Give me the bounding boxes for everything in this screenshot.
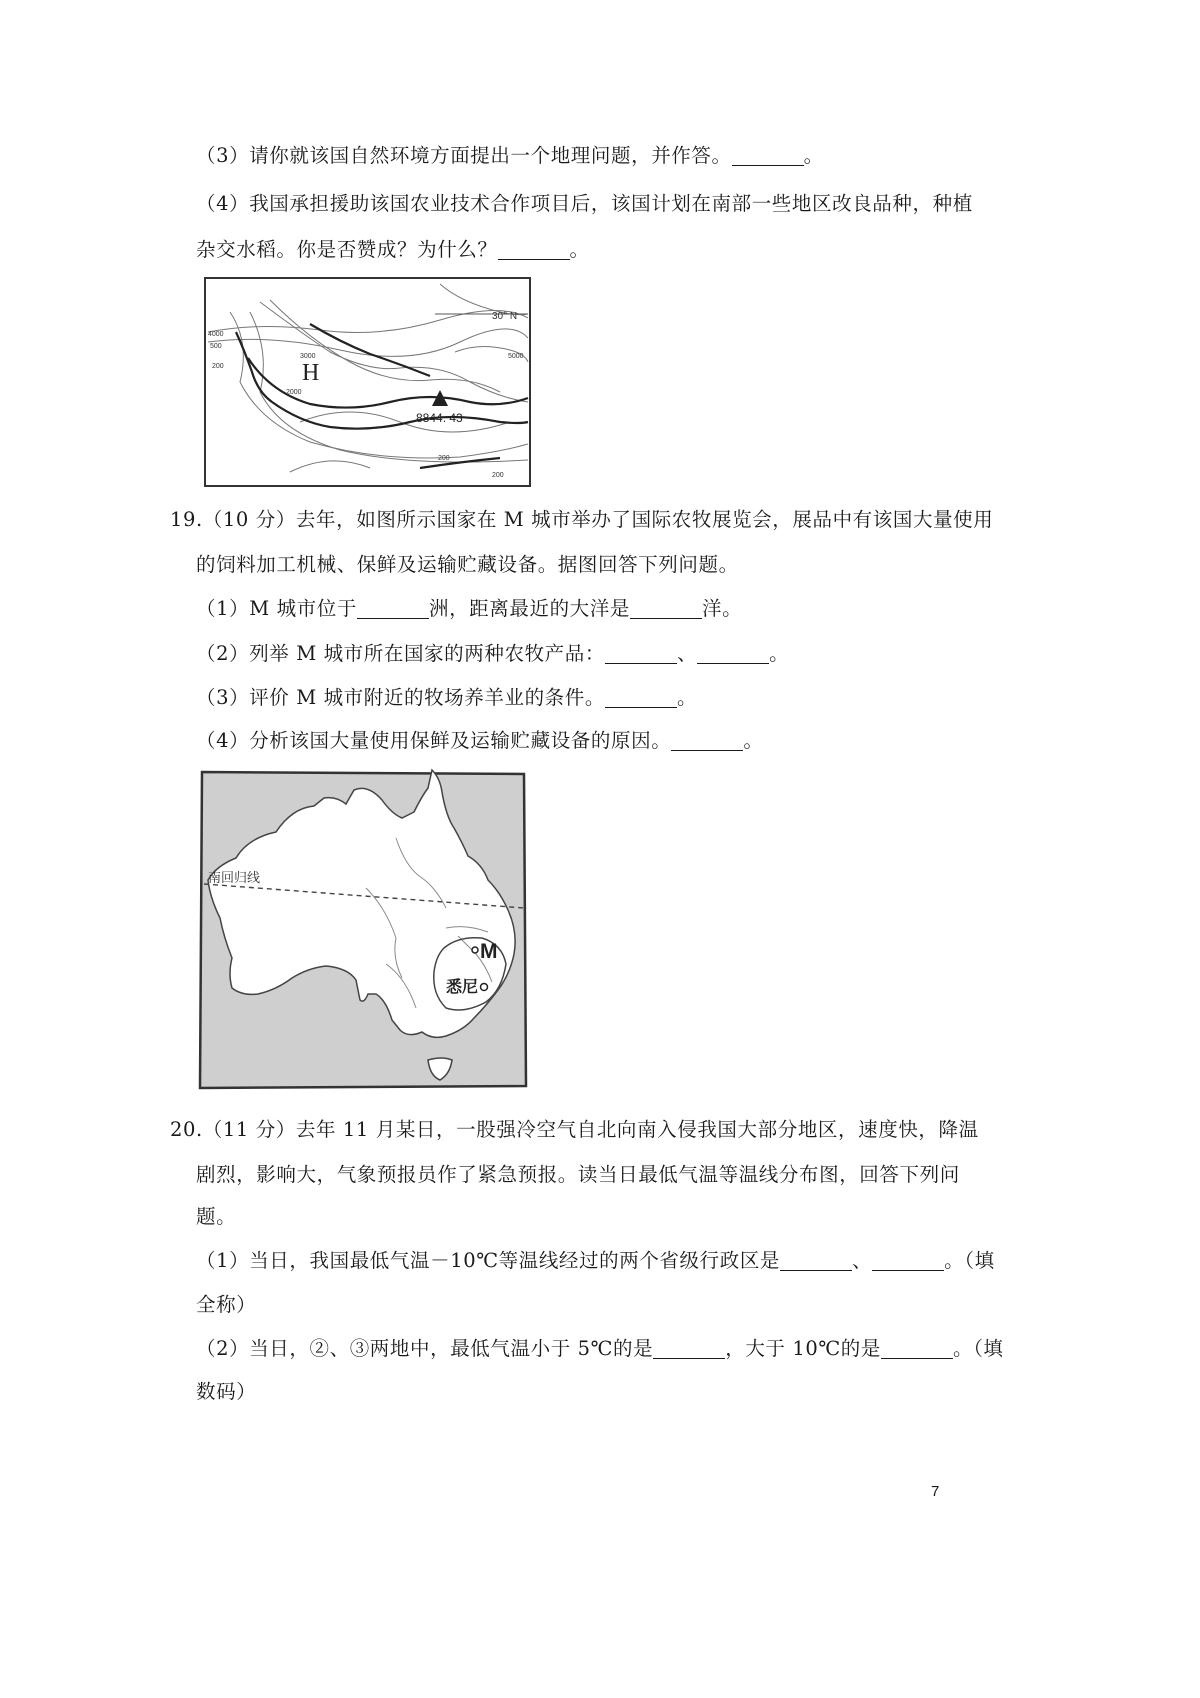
page-number: 7 [931, 1483, 940, 1500]
q19-subquestion-3 [196, 684, 697, 712]
q20-s1-part1: （1）当日，我国最低气温－10℃等温线经过的两个省级行政区是 [196, 1249, 781, 1272]
city-m-label: M [480, 940, 498, 963]
q20-subquestion-2-line2: 数码） [196, 1380, 257, 1403]
q19-s4-part1: （4）分析该国大量使用保鲜及运输贮藏设备的原因。 [196, 729, 672, 752]
q19-s1-part3: 洋。 [702, 597, 743, 620]
nepal-contour-map [200, 272, 536, 490]
q19-subquestion-1 [196, 595, 742, 623]
q20-subquestion-1-line1 [196, 1247, 995, 1275]
answer-blank[interactable] [653, 1338, 725, 1359]
q19-s3-part1: （3）评价 M 城市附近的牧场养羊业的条件。 [196, 686, 605, 709]
answer-blank[interactable] [697, 643, 769, 664]
q19-s2-part2: 、 [676, 642, 698, 665]
q18-s4-text: 杂交水稻。你是否赞成？为什么？ [196, 238, 498, 261]
answer-blank[interactable] [605, 687, 677, 708]
q20-subquestion-2-line1 [196, 1335, 1004, 1363]
contour-label: 5000 [508, 353, 524, 360]
q20-stem-line1: 20.（11 分）去年 11 月某日，一股强冷空气自北向南入侵我国大部分地区，速度快，降温 [170, 1118, 979, 1141]
q19-s2-part3: 。 [769, 642, 790, 665]
answer-blank[interactable] [498, 239, 570, 260]
q18-s3-end: 。 [803, 144, 824, 167]
q20-s1-part2: 、 [852, 1249, 873, 1272]
q20-s2-part1: （2）当日，②、③两地中，最低气温小于 5℃的是 [196, 1337, 654, 1360]
answer-blank[interactable] [605, 643, 677, 664]
q19-subquestion-2 [196, 640, 789, 668]
answer-blank[interactable] [780, 1250, 852, 1271]
city-m-marker [472, 947, 478, 953]
contour-label: 200 [212, 363, 224, 370]
q20-s2-part3: 。（填 [952, 1337, 1004, 1360]
q18-subquestion-3 [196, 142, 824, 170]
answer-blank[interactable] [872, 1250, 944, 1271]
q19-stem-line2: 的饲料加工机械、保鲜及运输贮藏设备。据图回答下列问题。 [196, 553, 739, 576]
q19-subquestion-4 [196, 727, 763, 755]
answer-blank[interactable] [630, 598, 702, 619]
city-sydney-label: 悉尼 [446, 977, 479, 996]
city-sydney-marker [481, 984, 488, 991]
answer-blank[interactable] [881, 1338, 953, 1359]
contour-label: 3000 [300, 353, 316, 360]
answer-blank[interactable] [732, 145, 804, 166]
contour-label: 200 [492, 472, 504, 479]
q20-s2-part2: ，大于 10℃的是 [725, 1337, 881, 1360]
answer-blank[interactable] [357, 598, 429, 619]
q19-stem-line1: 19.（10 分）去年，如图所示国家在 M 城市举办了国际农牧展览会，展品中有该国大量使用 [170, 508, 994, 531]
contour-label: 200 [438, 455, 450, 462]
q20-subquestion-1-line2: 全称） [196, 1293, 257, 1316]
australia-map [196, 768, 532, 1090]
q18-s3-text: （3）请你就该国自然环境方面提出一个地理问题，并作答。 [196, 144, 732, 167]
q19-s2-part1: （2）列举 M 城市所在国家的两种农牧产品： [196, 642, 605, 665]
q20-stem-line3: 题。 [196, 1205, 237, 1228]
contour-label: 2000 [286, 389, 302, 396]
tropic-label: 南回归线 [208, 871, 261, 886]
q19-s1-part1: （1）M 城市位于 [196, 597, 357, 620]
latitude-label: 30° N [492, 311, 518, 322]
q19-s3-part2: 。 [676, 686, 698, 709]
q20-stem-line2: 剧烈，影响大，气象预报员作了紧急预报。读当日最低气温等温线分布图，回答下列问 [196, 1163, 960, 1186]
answer-blank[interactable] [671, 730, 743, 751]
q18-subquestion-4-line1: （4）我国承担援助该国农业技术合作项目后，该国计划在南部一些地区改良品种，种植 [196, 192, 973, 215]
q18-s4-end: 。 [569, 238, 590, 261]
q19-s4-part2: 。 [743, 729, 764, 752]
contour-label: 4000 [208, 331, 224, 338]
peak-elevation-label: 8844. 43 [416, 411, 463, 425]
q19-s1-part2: 洲，距离最近的大洋是 [428, 597, 630, 620]
high-pressure-label: H [302, 360, 320, 386]
q18-subquestion-4-line2 [196, 236, 590, 264]
contour-label: 500 [210, 343, 222, 350]
q20-s1-part3: 。（填 [944, 1249, 995, 1272]
